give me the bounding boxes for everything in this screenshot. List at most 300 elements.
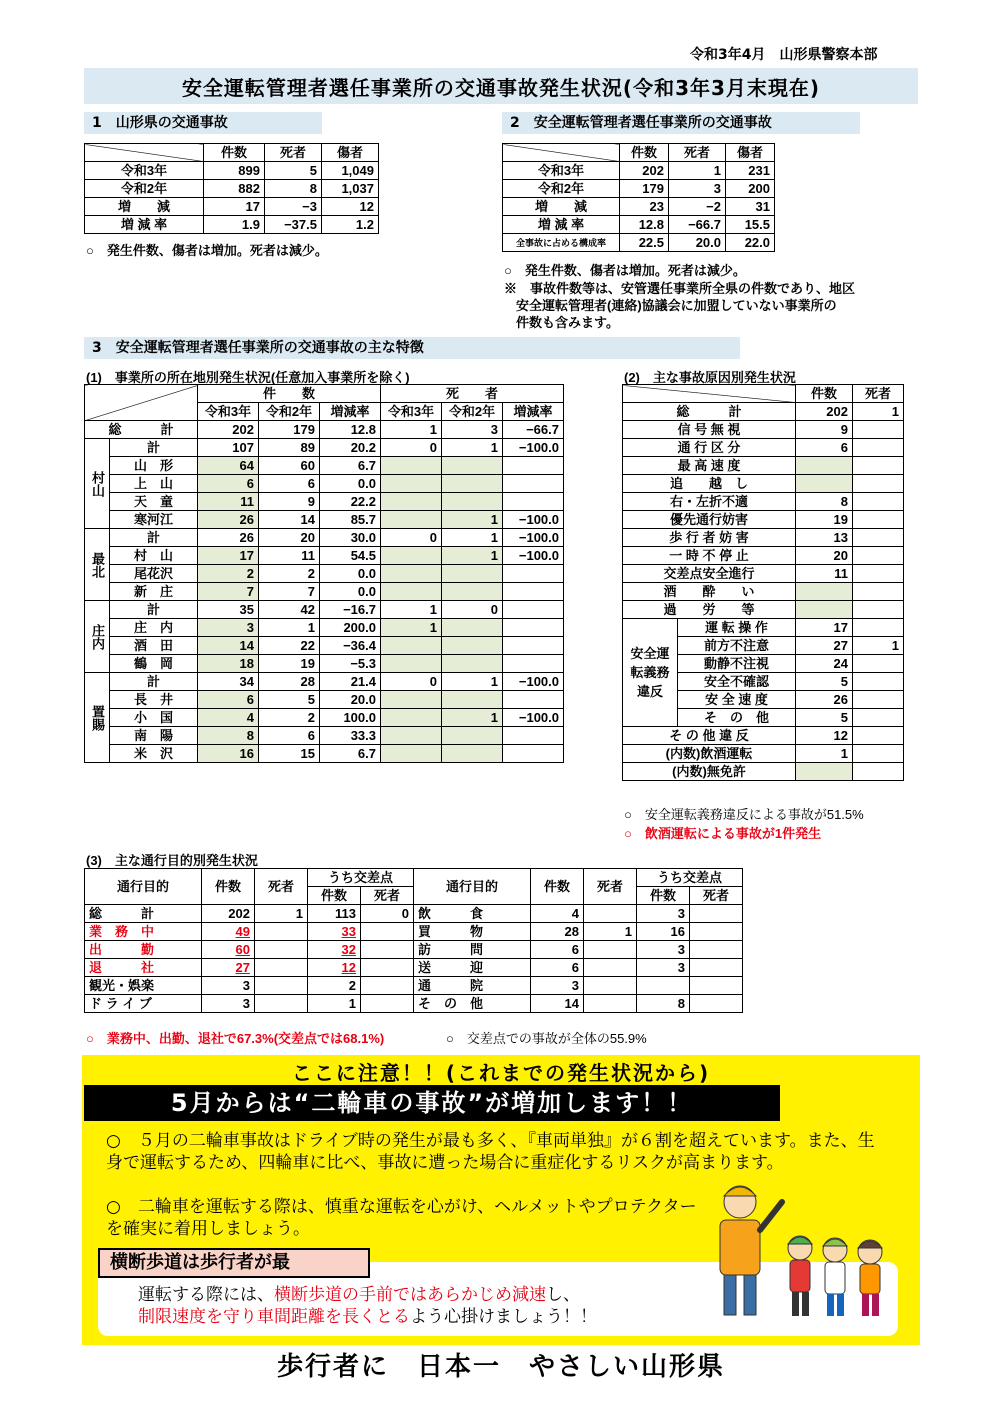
- group-label: 安全運転義務違反: [623, 619, 678, 727]
- table-cell: 2: [198, 565, 259, 583]
- table-row: [85, 745, 564, 763]
- table-cell: 8: [637, 995, 690, 1013]
- table-row: [85, 565, 564, 583]
- table-cell: [503, 457, 564, 475]
- table-cell: 49: [202, 923, 255, 941]
- row-label: 全事故に占める構成率: [503, 234, 620, 252]
- sub1-heading: (1) 事業所の所在地別発生状況(任意加入事業所を除く): [86, 370, 410, 385]
- row-label: 山 形: [110, 457, 198, 475]
- table-cell: [796, 475, 853, 493]
- section1-heading: 1 山形県の交通事故: [84, 112, 322, 134]
- table-cell: [361, 959, 414, 977]
- table-cell: 16: [637, 923, 690, 941]
- table-cell: −100.0: [503, 547, 564, 565]
- row-label: そ の 他 違 反: [623, 727, 796, 745]
- table-row: [623, 583, 904, 601]
- table-cell: [690, 959, 743, 977]
- table-cell: 11: [796, 565, 853, 583]
- table-cell: 0: [381, 529, 442, 547]
- page-title: 安全運転管理者選任事業所の交通事故発生状況(令和3年3月末現在): [181, 76, 821, 100]
- table-cell: 26: [796, 691, 853, 709]
- table-row: [85, 995, 743, 1013]
- table-cell: [361, 923, 414, 941]
- table-row: [85, 977, 743, 995]
- table-cell: 8: [796, 493, 853, 511]
- table-cell: 1: [442, 529, 503, 547]
- table-header-row: [85, 144, 379, 162]
- table-cell: 33: [308, 923, 361, 941]
- table-cell: [853, 727, 904, 745]
- table-cell: 1: [442, 511, 503, 529]
- table-cell: 60: [259, 457, 320, 475]
- date-organization: 令和3年4月 山形県警察本部: [690, 47, 878, 63]
- table-cell: −37.5: [265, 216, 322, 234]
- row-label: 総 計: [623, 403, 796, 421]
- table-row: [623, 439, 904, 457]
- table-cell: 64: [198, 457, 259, 475]
- row-label: 酒 田: [110, 637, 198, 655]
- table-cell: [381, 745, 442, 763]
- table-cell: 0.0: [320, 565, 381, 583]
- table-cell: −100.0: [503, 439, 564, 457]
- table-cell: [381, 583, 442, 601]
- table-cell: [853, 709, 904, 727]
- table-cell: [584, 959, 637, 977]
- table-row: [85, 198, 379, 216]
- col-header: 件数: [531, 869, 584, 905]
- table-cell: 2: [259, 709, 320, 727]
- row-label: 新 庄: [110, 583, 198, 601]
- table-cell: 12.8: [620, 216, 669, 234]
- table-cell: [690, 977, 743, 995]
- table-cell: [442, 583, 503, 601]
- table-cell: 3: [637, 905, 690, 923]
- diagonal-cell: [85, 385, 198, 421]
- table-cell: 1: [381, 601, 442, 619]
- table-row: [623, 727, 904, 745]
- row-label: 飲 食: [414, 905, 531, 923]
- table-cell: 20: [796, 547, 853, 565]
- col-header: 件数: [796, 385, 853, 403]
- table-cell: 5: [796, 673, 853, 691]
- sub2-note1: ○ 安全運転義務違反による事故が51.5%: [624, 807, 864, 822]
- table-row: [85, 727, 564, 745]
- region-label: 村山: [85, 439, 110, 529]
- table-cell: 22: [259, 637, 320, 655]
- table-cell: 34: [198, 673, 259, 691]
- table-cell: 4: [198, 709, 259, 727]
- col-header: 死者: [361, 887, 414, 905]
- table-row: [85, 475, 564, 493]
- table-cell: −2: [669, 198, 726, 216]
- table-cell: 20.0: [669, 234, 726, 252]
- table-row: [503, 180, 775, 198]
- table-cell: 1: [255, 905, 308, 923]
- table-cell: [381, 709, 442, 727]
- table-cell: [503, 583, 564, 601]
- sub2-heading: (2) 主な事故原因別発生状況: [624, 370, 796, 385]
- row-label: 令和2年: [503, 180, 620, 198]
- table-cell: −3: [265, 198, 322, 216]
- table-row: [623, 745, 904, 763]
- table-cell: 18: [198, 655, 259, 673]
- row-label: そ の 他: [414, 995, 531, 1013]
- table-row: [85, 216, 379, 234]
- row-label: 出 勤: [85, 941, 202, 959]
- table-cell: [381, 457, 442, 475]
- table-cell: 1,049: [322, 162, 379, 180]
- table-cell: 2: [259, 565, 320, 583]
- table-cell: 17: [198, 547, 259, 565]
- table-cell: [584, 941, 637, 959]
- sec2-note4: 件数も含みます。: [516, 315, 619, 330]
- table-row: [85, 180, 379, 198]
- row-label: 訪 問: [414, 941, 531, 959]
- table-cell: [361, 995, 414, 1013]
- table-cell: 60: [202, 941, 255, 959]
- table-cell: 1: [442, 709, 503, 727]
- table-header-row: [85, 385, 564, 403]
- row-label: 計: [110, 529, 198, 547]
- table-cell: [381, 637, 442, 655]
- table-cell: [381, 565, 442, 583]
- col-header: 通行目的: [85, 869, 202, 905]
- child-figure-3: [858, 1240, 882, 1316]
- table-row: [503, 162, 775, 180]
- col-header: 令和2年: [259, 403, 320, 421]
- headline-banner: 5月からは“二輪車の事故”が増加します！！: [84, 1085, 780, 1121]
- table-row: [623, 619, 904, 637]
- table-row: [85, 439, 564, 457]
- row-label: 令和2年: [85, 180, 204, 198]
- row-label: 計: [110, 439, 198, 457]
- row-label: 交差点安全進行: [623, 565, 796, 583]
- table-cell: 3: [198, 619, 259, 637]
- table-row: [85, 941, 743, 959]
- table-cell: 6.7: [320, 745, 381, 763]
- table-cell: 19: [259, 655, 320, 673]
- table-cell: 0: [381, 673, 442, 691]
- table-cell: 28: [259, 673, 320, 691]
- table-cell: [853, 547, 904, 565]
- row-label: 総 計: [85, 421, 198, 439]
- table-header-row: [503, 144, 775, 162]
- table-cell: 882: [204, 180, 265, 198]
- table-cell: [381, 493, 442, 511]
- table-cell: 23: [620, 198, 669, 216]
- col-header: 増減率: [503, 403, 564, 421]
- table-cell: [853, 421, 904, 439]
- table-cell: 13: [796, 529, 853, 547]
- table-cell: 12: [796, 727, 853, 745]
- row-label: (内数)無免許: [623, 763, 796, 781]
- row-label: 寒河江: [110, 511, 198, 529]
- table-cell: 15.5: [726, 216, 775, 234]
- table-cell: [503, 475, 564, 493]
- table-row: [85, 547, 564, 565]
- caution-heading: ここに注意！！(これまでの発生状況から): [291, 1061, 711, 1085]
- diagonal-cell: [85, 144, 204, 162]
- highlight: 制限速度を守り車間距離を長くとる: [138, 1307, 410, 1327]
- table-cell: [442, 655, 503, 673]
- table-cell: 32: [308, 941, 361, 959]
- table-cell: [361, 941, 414, 959]
- table-cell: [853, 439, 904, 457]
- sec2-note2: ※ 事故件数等は、安管選任事業所全県の件数であり、地区: [504, 281, 856, 296]
- table-cell: 0: [381, 439, 442, 457]
- table-row: [623, 547, 904, 565]
- table-cell: [503, 619, 564, 637]
- table-cell: 20.0: [320, 691, 381, 709]
- table-cell: [442, 637, 503, 655]
- table-cell: 14: [198, 637, 259, 655]
- table-cell: [853, 745, 904, 763]
- table-cell: 202: [796, 403, 853, 421]
- col-header: うち交差点: [308, 869, 414, 887]
- sec1-table: [84, 143, 379, 234]
- table-cell: 6: [531, 941, 584, 959]
- table-cell: [381, 727, 442, 745]
- table-cell: −100.0: [503, 673, 564, 691]
- table-cell: −100.0: [503, 511, 564, 529]
- table-row: [623, 457, 904, 475]
- purpose-table: [84, 868, 743, 1013]
- table-row: [623, 421, 904, 439]
- table-cell: [796, 601, 853, 619]
- table-cell: −66.7: [669, 216, 726, 234]
- table-cell: 19: [796, 511, 853, 529]
- table-cell: 5: [265, 162, 322, 180]
- group-header-kensu: 件 数: [198, 385, 381, 403]
- table-cell: 20: [259, 529, 320, 547]
- table-cell: [255, 977, 308, 995]
- table-cell: [796, 763, 853, 781]
- row-label: 右・左折不適: [623, 493, 796, 511]
- table-cell: [853, 529, 904, 547]
- table-row: [85, 923, 743, 941]
- table-cell: 3: [669, 180, 726, 198]
- table-cell: [503, 727, 564, 745]
- table-cell: 22.2: [320, 493, 381, 511]
- text: よう心掛けましょう！！: [410, 1307, 597, 1327]
- table-row: [85, 601, 564, 619]
- row-label: 前方不注意: [678, 637, 796, 655]
- region-label: 置賜: [85, 673, 110, 763]
- table-cell: 12: [308, 959, 361, 977]
- row-label: 観光・娯楽: [85, 977, 202, 995]
- child-figure-2: [823, 1238, 847, 1316]
- sec2-table: [502, 143, 775, 252]
- table-row: [85, 619, 564, 637]
- table-cell: 1: [853, 637, 904, 655]
- table-cell: 1: [442, 439, 503, 457]
- table-cell: 202: [620, 162, 669, 180]
- table-cell: 12: [322, 198, 379, 216]
- table-row: [85, 457, 564, 475]
- section2-heading: 2 安全運転管理者選任事業所の交通事故: [502, 112, 860, 134]
- table-cell: [442, 475, 503, 493]
- table-cell: 6: [259, 475, 320, 493]
- table-cell: 28: [531, 923, 584, 941]
- row-label: 通 院: [414, 977, 531, 995]
- row-label: 増 減: [503, 198, 620, 216]
- table-cell: 1: [442, 673, 503, 691]
- table-cell: 14: [259, 511, 320, 529]
- table-cell: [442, 493, 503, 511]
- diagonal-cell: [623, 385, 796, 403]
- row-label: 優先通行妨害: [623, 511, 796, 529]
- table-cell: 26: [198, 529, 259, 547]
- row-label: 増 減 率: [85, 216, 204, 234]
- table-cell: 17: [796, 619, 853, 637]
- table-cell: [584, 905, 637, 923]
- row-label: 安全不確認: [678, 673, 796, 691]
- col-header: 死者: [690, 887, 743, 905]
- table-cell: [381, 511, 442, 529]
- row-label: 鶴 岡: [110, 655, 198, 673]
- table-row: [623, 403, 904, 421]
- table-cell: 1: [381, 619, 442, 637]
- col-header: 件数: [620, 144, 669, 162]
- row-label: 退 社: [85, 959, 202, 977]
- row-label: 尾花沢: [110, 565, 198, 583]
- table-cell: −66.7: [503, 421, 564, 439]
- sub2-note2: ○ 飲酒運転による事故が1件発生: [624, 826, 822, 841]
- table-cell: 202: [198, 421, 259, 439]
- alert-paragraph-1: ○ ５月の二輪車事故はドライブ時の発生が最も多く、『車両単独』が６割を超えています。また、生身で運転するため、四輪車に比べ、事故に遭った場合に重症化するリスクが高まります。: [106, 1131, 875, 1173]
- table-cell: 1.9: [204, 216, 265, 234]
- table-cell: [442, 619, 503, 637]
- table-cell: 27: [796, 637, 853, 655]
- table-cell: [381, 691, 442, 709]
- row-label: 長 井: [110, 691, 198, 709]
- row-label: 村 山: [110, 547, 198, 565]
- table-cell: 3: [202, 977, 255, 995]
- table-row: [85, 529, 564, 547]
- table-cell: 14: [531, 995, 584, 1013]
- table-row: [623, 529, 904, 547]
- row-label: 一 時 不 停 止: [623, 547, 796, 565]
- table-row: [85, 421, 564, 439]
- table-cell: [503, 493, 564, 511]
- table-cell: [853, 511, 904, 529]
- table-cell: 202: [202, 905, 255, 923]
- col-header: 死者: [853, 385, 904, 403]
- table-cell: [853, 619, 904, 637]
- table-cell: 6: [259, 727, 320, 745]
- section3-heading: 3 安全運転管理者選任事業所の交通事故の主な特徴: [84, 337, 740, 359]
- row-label: 送 迎: [414, 959, 531, 977]
- table-cell: 30.0: [320, 529, 381, 547]
- crosswalk-title: 横断歩道は歩行者が最: [98, 1248, 370, 1278]
- highlight: 横断歩道の手前ではあらかじめ減速: [274, 1285, 546, 1305]
- row-label: 令和3年: [85, 162, 204, 180]
- table-header-row: [85, 869, 743, 887]
- table-row: [503, 216, 775, 234]
- row-label: 総 計: [85, 905, 202, 923]
- table-row: [623, 565, 904, 583]
- table-cell: [442, 745, 503, 763]
- col-header: 令和2年: [442, 403, 503, 421]
- table-cell: 8: [265, 180, 322, 198]
- crossing-guard-figure: [720, 1186, 782, 1315]
- table-row: [85, 905, 743, 923]
- crossing-illustration: [690, 1160, 900, 1340]
- table-cell: 6: [796, 439, 853, 457]
- table-cell: 0.0: [320, 475, 381, 493]
- table-cell: [853, 475, 904, 493]
- table-cell: 100.0: [320, 709, 381, 727]
- table-cell: [637, 977, 690, 995]
- table-row: [85, 511, 564, 529]
- row-label: 動静不注視: [678, 655, 796, 673]
- sec1-note: ○ 発生件数、傷者は増加。死者は減少。: [86, 243, 328, 258]
- table-row: [85, 493, 564, 511]
- region-label: 庄内: [85, 601, 110, 673]
- table-cell: 2: [308, 977, 361, 995]
- table-cell: 5: [796, 709, 853, 727]
- col-header: 死者: [669, 144, 726, 162]
- diagonal-cell: [503, 144, 620, 162]
- row-label: 増 減: [85, 198, 204, 216]
- table-row: [85, 583, 564, 601]
- table-cell: [796, 457, 853, 475]
- table-cell: [503, 691, 564, 709]
- table-cell: [853, 493, 904, 511]
- table-cell: [503, 745, 564, 763]
- row-label: 天 童: [110, 493, 198, 511]
- row-label: 歩 行 者 妨 害: [623, 529, 796, 547]
- row-label: 庄 内: [110, 619, 198, 637]
- crosswalk-text: [138, 1284, 738, 1328]
- col-header: 件数: [308, 887, 361, 905]
- table-cell: 1,037: [322, 180, 379, 198]
- crosswalk-line-1: [138, 1284, 738, 1306]
- table-cell: 15: [259, 745, 320, 763]
- sub3-note-red: ○ 業務中、出勤、退社で67.3%(交差点では68.1%): [86, 1031, 385, 1046]
- table-cell: [381, 475, 442, 493]
- table-cell: 9: [796, 421, 853, 439]
- table-cell: 6: [531, 959, 584, 977]
- row-label: 上 山: [110, 475, 198, 493]
- row-label: 過 労 等: [623, 601, 796, 619]
- col-header: 死者: [255, 869, 308, 905]
- table-cell: [796, 583, 853, 601]
- row-label: 計: [110, 673, 198, 691]
- table-row: [85, 959, 743, 977]
- table-cell: 899: [204, 162, 265, 180]
- col-header: 通行目的: [414, 869, 531, 905]
- alert-paragraph-2: ○ 二輪車を運転する際は、慎重な運転を心がけ、ヘルメットやプロテクターを確実に着用しましょう。: [106, 1197, 697, 1239]
- table-cell: [853, 457, 904, 475]
- table-cell: 22.0: [726, 234, 775, 252]
- table-row: [85, 655, 564, 673]
- table-cell: [853, 763, 904, 781]
- cause-table: [622, 384, 904, 781]
- row-label: 小 国: [110, 709, 198, 727]
- table-cell: 1: [381, 421, 442, 439]
- child-figure-1: [788, 1236, 812, 1316]
- table-cell: [853, 655, 904, 673]
- col-header: 件数: [202, 869, 255, 905]
- row-label: 酒 酔 い: [623, 583, 796, 601]
- table-cell: 5: [259, 691, 320, 709]
- table-cell: 3: [531, 977, 584, 995]
- table-row: [503, 234, 775, 252]
- table-cell: 0: [361, 905, 414, 923]
- table-cell: 1: [796, 745, 853, 763]
- sec2-note3: 安全運転管理者(連絡)協議会に加盟していない事業所の: [516, 298, 837, 313]
